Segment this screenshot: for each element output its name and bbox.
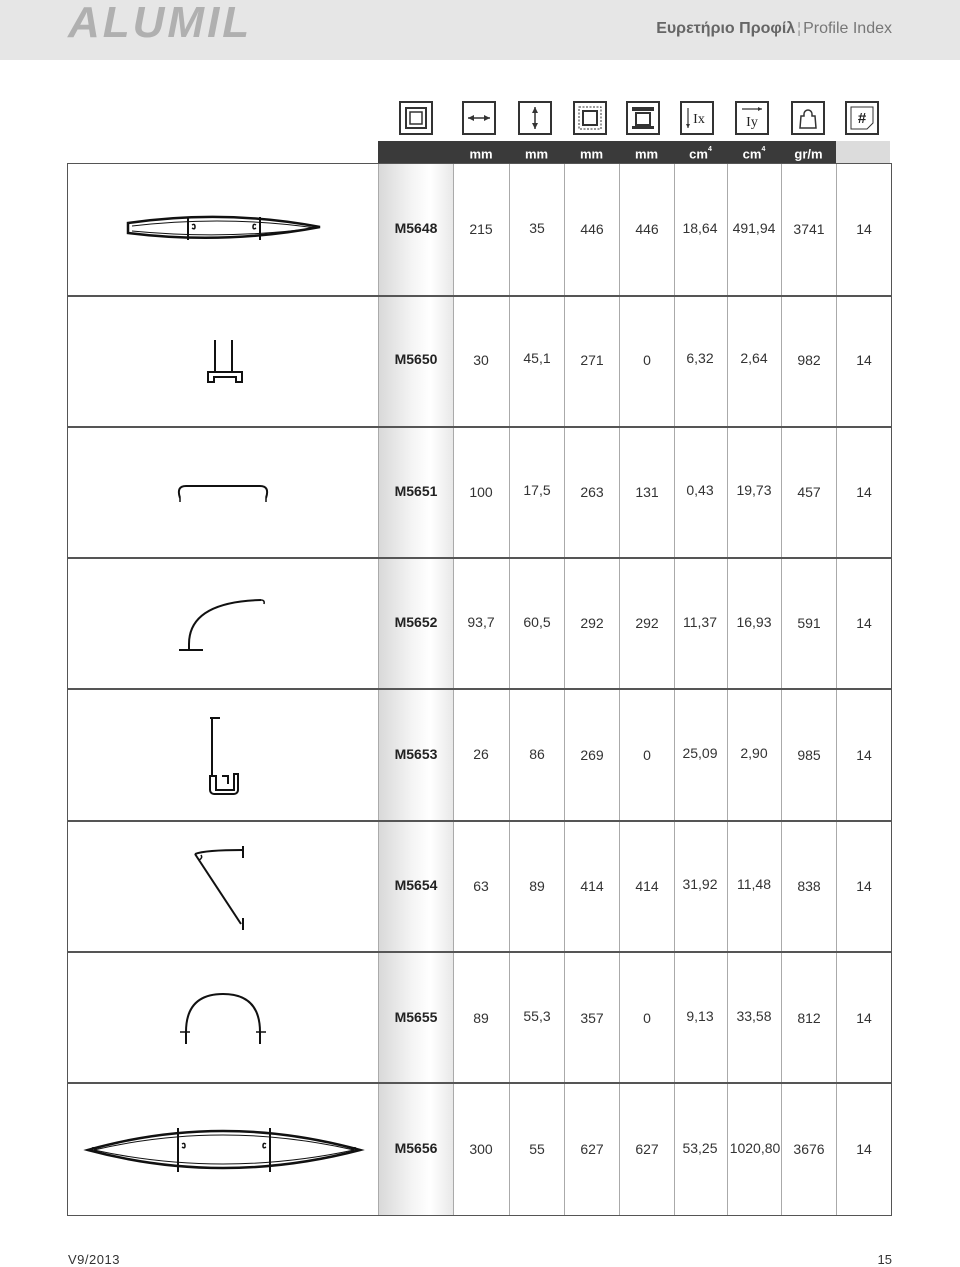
profile-code: M5652 — [394, 614, 438, 630]
value-cell: 491,94 — [732, 220, 776, 236]
profile-code: M5654 — [394, 877, 438, 893]
unit-label: $cm^4$ — [689, 146, 712, 162]
ix-label: Ix — [693, 112, 705, 127]
moment-of-inertia-x-icon — [680, 101, 714, 135]
value-cell: 33,58 — [736, 1008, 772, 1024]
value-cell: 0 — [643, 352, 651, 368]
row-divider — [68, 557, 891, 559]
unit-label: gr/m — [794, 146, 823, 162]
unit-label: mm — [579, 146, 604, 162]
row-divider — [68, 688, 891, 690]
value-cell: 292 — [580, 615, 604, 631]
value-cell: 2,64 — [740, 350, 768, 366]
value-cell: 982 — [797, 352, 821, 368]
outer-dimensions-icon — [399, 101, 433, 135]
value-cell: 18,64 — [682, 220, 718, 236]
value-cell: 414 — [635, 878, 659, 894]
value-cell: 26 — [473, 746, 489, 762]
profile-code: M5656 — [394, 1140, 438, 1156]
value-cell: 215 — [469, 221, 493, 237]
unit-label: mm — [469, 146, 493, 162]
value-cell: 271 — [580, 352, 604, 368]
profile-drawing-m5653 — [200, 710, 250, 800]
row-divider — [68, 951, 891, 953]
value-cell: 1020,80 — [729, 1140, 781, 1156]
column-divider — [378, 164, 379, 1215]
width-icon — [462, 101, 496, 135]
value-cell: 263 — [580, 484, 604, 500]
version-label: V9/2013 — [68, 1252, 120, 1267]
page-reference-icon — [845, 101, 879, 135]
value-cell: 627 — [580, 1141, 604, 1157]
value-cell: 53,25 — [682, 1140, 718, 1156]
profile-code: M5650 — [394, 351, 438, 367]
profile-drawing-m5654 — [185, 842, 260, 932]
value-cell: 89 — [473, 1010, 489, 1026]
value-cell: 446 — [635, 221, 659, 237]
perimeter-icon — [573, 101, 607, 135]
moment-of-inertia-y-icon — [735, 101, 769, 135]
value-cell: 627 — [635, 1141, 659, 1157]
profile-drawing-m5655 — [178, 988, 268, 1048]
profile-code: M5653 — [394, 746, 438, 762]
value-cell: 0 — [643, 1010, 651, 1026]
page-number: 15 — [877, 1252, 892, 1267]
value-cell: 0,43 — [686, 482, 714, 498]
column-divider — [836, 164, 837, 1215]
profile-drawing-m5651 — [170, 478, 275, 508]
value-cell: 17,5 — [523, 482, 551, 498]
column-divider — [674, 164, 675, 1215]
value-cell: 414 — [580, 878, 604, 894]
value-cell: 86 — [529, 746, 545, 762]
profile-code: M5648 — [394, 220, 438, 236]
value-cell: 11,48 — [737, 876, 771, 892]
column-divider — [781, 164, 782, 1215]
row-divider — [68, 1082, 891, 1084]
units-bar-end — [836, 141, 890, 163]
value-cell: 14 — [856, 221, 872, 237]
value-cell: 985 — [797, 747, 821, 763]
unit-label: mm — [634, 146, 659, 162]
iy-label: Iy — [746, 115, 758, 130]
value-cell: 14 — [856, 1010, 872, 1026]
value-cell: 812 — [797, 1010, 821, 1026]
value-cell: 93,7 — [467, 614, 495, 630]
title-english: Profile Index — [803, 20, 892, 37]
value-cell: 14 — [856, 484, 872, 500]
value-cell: 300 — [469, 1141, 493, 1157]
value-cell: 100 — [469, 484, 493, 500]
alumil-logo — [68, 0, 260, 47]
value-cell: 131 — [635, 484, 659, 500]
value-cell: 60,5 — [523, 614, 551, 630]
value-cell: 31,92 — [682, 876, 718, 892]
value-cell: 3676 — [793, 1141, 825, 1157]
value-cell: 16,93 — [736, 614, 772, 630]
value-cell: 55,3 — [523, 1008, 551, 1024]
row-divider — [68, 820, 891, 822]
value-cell: 446 — [580, 221, 604, 237]
value-cell: 35 — [529, 220, 545, 236]
outer-perimeter-icon — [626, 101, 660, 135]
value-cell: 14 — [856, 878, 872, 894]
column-divider — [619, 164, 620, 1215]
column-divider — [564, 164, 565, 1215]
value-cell: 3741 — [793, 221, 825, 237]
profile-table — [67, 163, 892, 1216]
value-cell: 838 — [797, 878, 821, 894]
value-cell: 19,73 — [736, 482, 772, 498]
value-cell: 30 — [473, 352, 489, 368]
value-cell: 25,09 — [682, 745, 718, 761]
hash-label: # — [857, 110, 867, 127]
value-cell: 11,37 — [683, 614, 717, 630]
unit-label: mm — [524, 146, 549, 162]
value-cell: 14 — [856, 615, 872, 631]
row-divider — [68, 426, 891, 428]
row-divider — [68, 295, 891, 297]
column-divider — [509, 164, 510, 1215]
value-cell: 591 — [797, 615, 821, 631]
value-cell: 269 — [580, 747, 604, 763]
value-cell: 55 — [529, 1141, 545, 1157]
profile-code: M5655 — [394, 1009, 438, 1025]
value-cell: 45,1 — [523, 350, 551, 366]
unit-label: $cm^4$ — [742, 146, 766, 162]
value-cell: 63 — [473, 878, 489, 894]
value-cell: 14 — [856, 1141, 872, 1157]
title-separator: ¦ — [797, 20, 802, 37]
value-cell: 9,13 — [686, 1008, 714, 1024]
profile-drawing-m5648 — [120, 205, 330, 255]
weight-icon — [791, 101, 825, 135]
column-divider — [727, 164, 728, 1215]
brand-name: ALUMIL — [68, 0, 253, 47]
value-cell: 2,90 — [740, 745, 768, 761]
profile-drawing-m5650 — [200, 338, 250, 388]
value-cell: 6,32 — [686, 350, 714, 366]
value-cell: 89 — [529, 878, 545, 894]
title-greek: Ευρετήριο Προφίλ — [656, 20, 796, 37]
page-header — [0, 0, 960, 60]
profile-drawing-m5656 — [82, 1120, 367, 1175]
value-cell: 292 — [635, 615, 659, 631]
code-column-shade — [378, 164, 453, 1215]
height-icon — [518, 101, 552, 135]
column-divider — [453, 164, 454, 1215]
profile-code: M5651 — [394, 483, 438, 499]
value-cell: 357 — [580, 1010, 604, 1026]
value-cell: 14 — [856, 747, 872, 763]
value-cell: 0 — [643, 747, 651, 763]
profile-drawing-m5652 — [175, 592, 275, 657]
value-cell: 457 — [797, 484, 821, 500]
page-title — [656, 20, 892, 38]
value-cell: 14 — [856, 352, 872, 368]
